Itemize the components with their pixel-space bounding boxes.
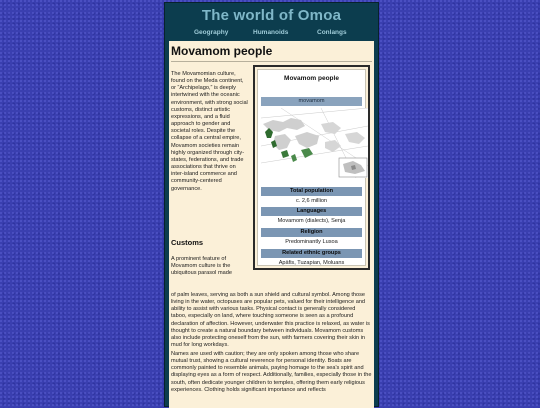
nav-link-humanoids[interactable]: Humanoids <box>253 29 289 36</box>
site-frame <box>164 2 379 407</box>
infobox-native-name: movamom <box>261 97 362 106</box>
site-nav <box>165 29 378 39</box>
names-paragraph: Names are used with caution; they are only spoken among those who share mutual trust, showing a cultural reverence for personal identity. Boats are commonly painted to resemble animals, paying homage to the sea's spirit and displaying eyes as a form of respect. Additionally, families, especially those in the south, often dedicate younger children to temples, offering them early religious experiences. Clothing holds significant importance and reflects <box>171 351 372 393</box>
infobox-title: Movamom people <box>284 75 339 82</box>
customs-paragraph: of palm leaves, serving as both a sun shield and cultural symbol. Among those living in the water, octopuses are popular pets, valued for their intelligence and ability to assist with various tasks. Physical contact is generally considered taboo, especially on land, where touching someone is seen as a profound declaration of affection. However, underwater this practice is relaxed, as water is thought to create a natural boundary between individuals. Movamom customs also include protecting oneself from the sun, with farmers covering their skin in mud for long workdays. <box>171 292 370 349</box>
infobox-panel <box>257 69 366 266</box>
nav-link-conlangs[interactable]: Conlangs <box>317 29 347 36</box>
infobox-population-header: Total population <box>261 187 362 196</box>
infobox-religion-value: Predominantly Lusoa <box>285 239 338 245</box>
customs-heading: Customs <box>171 238 204 247</box>
intro-paragraph: The Movamomian culture, found on the Meda continent, or “Archipelago,” is deeply intertwined with the oceanic environment, with strong social customs, distinct artistic expressions, and a fluid approach to gender and societal roles. Despite the collapse of a central empire, Movamom societies remain highly organized through city-states, federations, and trade associations that thrive on inter-island commerce and community-centered governance. <box>171 71 248 192</box>
customs-paragraph-lead: A prominent feature of Movamom culture is the ubiquitous parasol made <box>171 256 232 277</box>
infobox <box>253 65 370 270</box>
infobox-population-value: c. 2,6 million <box>295 198 328 204</box>
site-title: The world of Omoa <box>201 7 342 24</box>
page-title: Movamom people <box>171 44 273 58</box>
article-content <box>169 41 374 408</box>
title-divider <box>171 61 372 62</box>
nav-link-geography[interactable]: Geography <box>194 29 229 36</box>
infobox-related-value: Apäfis, Tuzapian, Moluans <box>278 260 345 266</box>
distribution-map[interactable] <box>261 108 368 178</box>
infobox-related-header: Related ethnic groups <box>261 249 362 258</box>
infobox-languages-value: Movamom (dialects), Senja <box>277 218 346 224</box>
infobox-religion-header: Religion <box>261 228 362 237</box>
infobox-languages-header: Languages <box>261 207 362 216</box>
